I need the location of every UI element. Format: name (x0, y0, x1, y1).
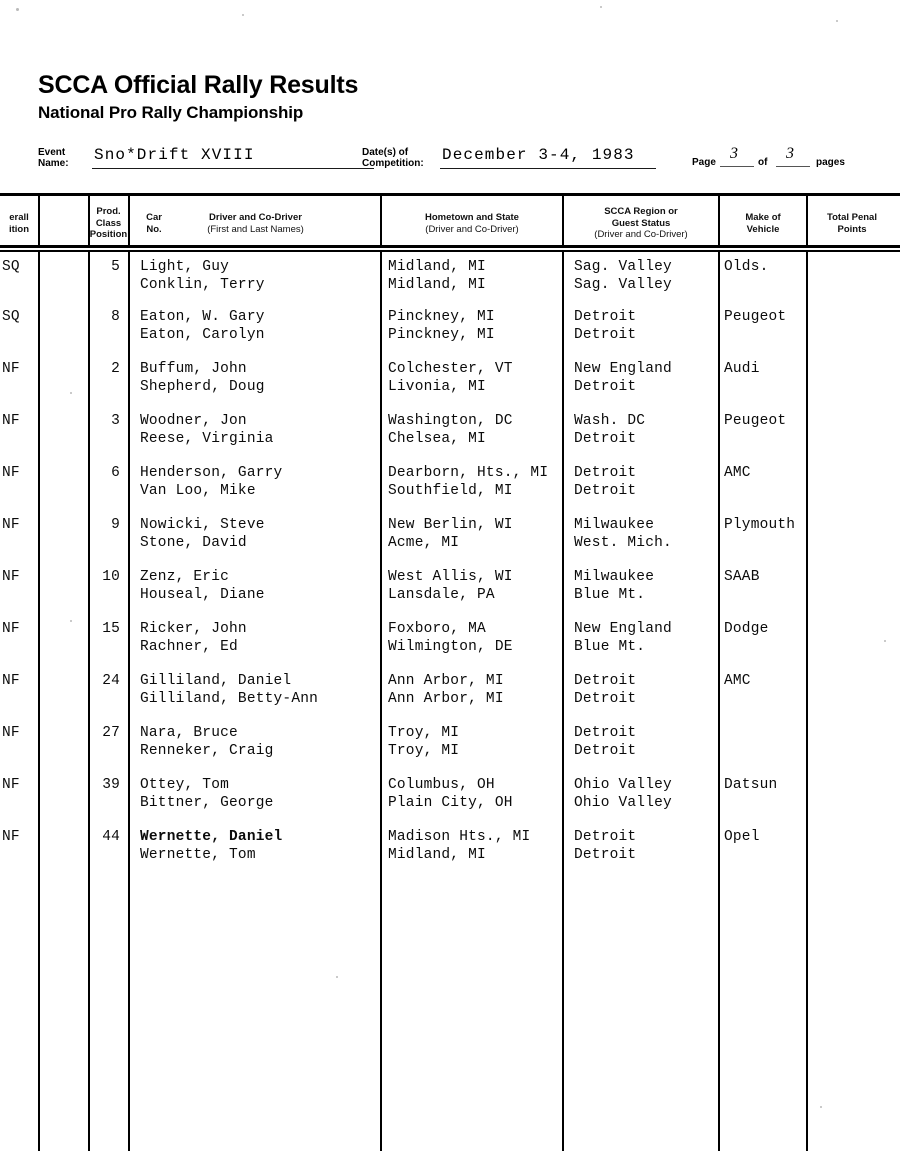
results-table (0, 193, 900, 1151)
scan-speckle (16, 8, 19, 11)
cell-codriver: Gilliland, Betty-Ann (140, 691, 319, 707)
cell-overall-position: NF (2, 777, 20, 793)
cell-codriver: Van Loo, Mike (140, 483, 256, 499)
cell-driver: Henderson, Garry (140, 465, 283, 481)
cell-overall-position: SQ (2, 309, 20, 325)
cell-codriver: Renneker, Craig (140, 743, 274, 759)
cell-codriver-hometown: Ann Arbor, MI (388, 691, 504, 707)
cell-make: Peugeot (724, 413, 787, 429)
cell-codriver: Eaton, Carolyn (140, 327, 265, 343)
body-rule-car-driver (128, 250, 130, 1151)
cell-codriver-hometown: Troy, MI (388, 743, 460, 759)
cell-overall-position: NF (2, 621, 20, 637)
cell-codriver: Bittner, George (140, 795, 274, 811)
cell-overall-position: NF (2, 465, 20, 481)
cell-make: Dodge (724, 621, 769, 637)
cell-codriver-hometown: Chelsea, MI (388, 431, 486, 447)
cell-make: Peugeot (724, 309, 787, 325)
cell-overall-position: SQ (2, 259, 20, 275)
cell-codriver-hometown: Lansdale, PA (388, 587, 495, 603)
cell-driver: Zenz, Eric (140, 569, 230, 585)
cell-car-no: 5 (111, 259, 120, 275)
cell-driver-hometown: Columbus, OH (388, 777, 495, 793)
cell-driver-hometown: Midland, MI (388, 259, 486, 275)
cell-driver: Eaton, W. Gary (140, 309, 265, 325)
cell-overall-position: NF (2, 725, 20, 741)
cell-driver: Nara, Bruce (140, 725, 238, 741)
column-header-driver-codriver: Driver and Co-Driver (First and Last Names) (207, 212, 304, 235)
cell-codriver-hometown: Plain City, OH (388, 795, 513, 811)
body-rule-home-region (562, 250, 564, 1151)
cell-driver: Buffum, John (140, 361, 247, 377)
cell-car-no: 10 (102, 569, 120, 585)
cell-driver-region: Detroit (574, 829, 637, 845)
cell-driver-region: Detroit (574, 309, 637, 325)
cell-codriver-region: Ohio Valley (574, 795, 672, 811)
page-subtitle: National Pro Rally Championship (38, 103, 304, 123)
cell-driver-hometown: New Berlin, WI (388, 517, 513, 533)
cell-codriver-hometown: Midland, MI (388, 847, 486, 863)
table-top-rule (0, 193, 900, 196)
cell-driver-hometown: Washington, DC (388, 413, 513, 429)
dates-of-competition-label: Date(s) of Competition: (362, 147, 424, 169)
cell-codriver-region: Detroit (574, 483, 637, 499)
cell-make: AMC (724, 673, 751, 689)
cell-car-no: 6 (111, 465, 120, 481)
scan-speckle (600, 6, 602, 8)
cell-driver-region: Sag. Valley (574, 259, 672, 275)
column-rule-overall-prod (38, 193, 40, 246)
cell-overall-position: NF (2, 517, 20, 533)
cell-driver-hometown: Foxboro, MA (388, 621, 486, 637)
cell-driver: Ricker, John (140, 621, 247, 637)
cell-driver-hometown: Colchester, VT (388, 361, 513, 377)
cell-overall-position: NF (2, 673, 20, 689)
column-header-scca-region: SCCA Region or Guest Status (Driver and Co-Driver) (594, 206, 688, 240)
cell-driver-hometown: Ann Arbor, MI (388, 673, 504, 689)
cell-codriver-region: West. Mich. (574, 535, 672, 551)
cell-driver-hometown: West Allis, WI (388, 569, 513, 585)
cell-codriver-region: Blue Mt. (574, 639, 646, 655)
cell-driver: Wernette, Daniel (140, 829, 283, 845)
cell-codriver-hometown: Pinckney, MI (388, 327, 495, 343)
body-rule-prod-car (88, 250, 90, 1151)
cell-car-no: 3 (111, 413, 120, 429)
cell-codriver-region: Sag. Valley (574, 277, 672, 293)
column-header-total-penalty-points: Total Penal Points (827, 212, 877, 235)
table-header-bottom-rule-2 (0, 250, 900, 252)
cell-codriver-hometown: Southfield, MI (388, 483, 513, 499)
cell-driver-region: Detroit (574, 465, 637, 481)
cell-driver-region: New England (574, 361, 672, 377)
cell-codriver-hometown: Acme, MI (388, 535, 460, 551)
column-header-overall-position: erall ition (8, 212, 30, 235)
cell-codriver: Houseal, Diane (140, 587, 265, 603)
cell-make: Audi (724, 361, 760, 377)
cell-codriver-region: Detroit (574, 847, 637, 863)
table-header-bottom-rule-1 (0, 245, 900, 248)
page-title: SCCA Official Rally Results (38, 71, 359, 99)
page-label: Page (692, 157, 716, 168)
cell-driver-region: Detroit (574, 725, 637, 741)
cell-driver-hometown: Troy, MI (388, 725, 460, 741)
cell-codriver-region: Detroit (574, 379, 637, 395)
cell-car-no: 44 (102, 829, 120, 845)
cell-codriver: Wernette, Tom (140, 847, 256, 863)
cell-overall-position: NF (2, 829, 20, 845)
cell-driver: Light, Guy (140, 259, 230, 275)
cell-codriver-region: Detroit (574, 431, 637, 447)
masthead (38, 72, 858, 123)
cell-car-no: 15 (102, 621, 120, 637)
of-label: of (758, 157, 768, 168)
column-header-car-no: Car No. (146, 212, 162, 235)
cell-car-no: 24 (102, 673, 120, 689)
cell-codriver: Stone, David (140, 535, 247, 551)
cell-overall-position: NF (2, 361, 20, 377)
cell-codriver-hometown: Midland, MI (388, 277, 486, 293)
cell-driver-region: Milwaukee (574, 517, 655, 533)
cell-driver-hometown: Pinckney, MI (388, 309, 495, 325)
cell-car-no: 9 (111, 517, 120, 533)
cell-make: Olds. (724, 259, 769, 275)
cell-overall-position: NF (2, 569, 20, 585)
cell-codriver-region: Detroit (574, 743, 637, 759)
cell-make: Opel (724, 829, 760, 845)
cell-driver: Ottey, Tom (140, 777, 230, 793)
dates-underline (440, 168, 656, 169)
cell-driver-region: Wash. DC (574, 413, 646, 429)
cell-codriver: Conklin, Terry (140, 277, 265, 293)
cell-make: SAAB (724, 569, 760, 585)
body-rule-make-penalty (806, 250, 808, 1151)
column-header-hometown-state: Hometown and State (Driver and Co-Driver) (425, 212, 519, 235)
scan-speckle (836, 20, 838, 22)
cell-overall-position: NF (2, 413, 20, 429)
event-name-label: Event Name: (38, 147, 69, 169)
cell-driver: Woodner, Jon (140, 413, 247, 429)
cell-driver-region: Detroit (574, 673, 637, 689)
column-header-prod-class-position: Prod. Class Position (89, 206, 128, 240)
body-rule-driver-home (380, 250, 382, 1151)
cell-driver-region: Milwaukee (574, 569, 655, 585)
cell-driver: Gilliland, Daniel (140, 673, 292, 689)
cell-car-no: 39 (102, 777, 120, 793)
cell-codriver: Rachner, Ed (140, 639, 238, 655)
cell-codriver-hometown: Livonia, MI (388, 379, 486, 395)
dates-of-competition-value: December 3-4, 1983 (442, 146, 635, 164)
pages-label: pages (816, 157, 845, 168)
cell-make: Plymouth (724, 517, 796, 533)
event-name-underline (92, 168, 374, 169)
page-number-underline (720, 166, 754, 167)
cell-make: AMC (724, 465, 751, 481)
cell-car-no: 8 (111, 309, 120, 325)
column-header-make-of-vehicle: Make of Vehicle (745, 212, 781, 235)
page-total-underline (776, 166, 810, 167)
page-total-value: 3 (786, 145, 794, 162)
cell-car-no: 27 (102, 725, 120, 741)
cell-codriver-region: Blue Mt. (574, 587, 646, 603)
cell-codriver-hometown: Wilmington, DE (388, 639, 513, 655)
cell-car-no: 2 (111, 361, 120, 377)
cell-codriver-region: Detroit (574, 691, 637, 707)
cell-codriver: Shepherd, Doug (140, 379, 265, 395)
cell-driver-region: New England (574, 621, 672, 637)
cell-driver-hometown: Madison Hts., MI (388, 829, 531, 845)
cell-driver-hometown: Dearborn, Hts., MI (388, 465, 549, 481)
cell-driver-region: Ohio Valley (574, 777, 672, 793)
scan-speckle (242, 14, 244, 16)
cell-codriver-region: Detroit (574, 327, 637, 343)
event-name-value: Sno*Drift XVIII (94, 146, 255, 164)
page-number-value: 3 (730, 145, 738, 162)
body-rule-region-make (718, 250, 720, 1151)
body-rule-overall-prod (38, 250, 40, 1151)
cell-codriver: Reese, Virginia (140, 431, 274, 447)
event-header-form (38, 143, 866, 175)
cell-driver: Nowicki, Steve (140, 517, 265, 533)
cell-make: Datsun (724, 777, 778, 793)
